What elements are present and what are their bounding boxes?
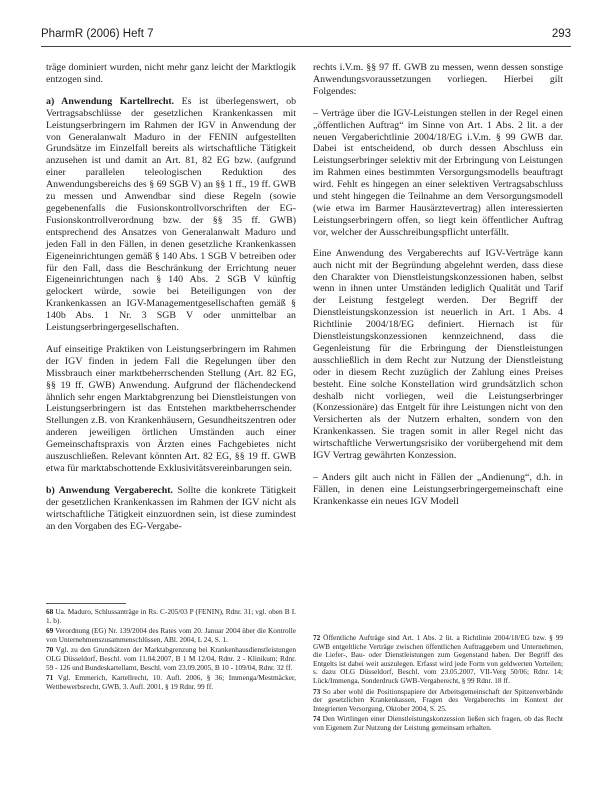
left-paragraph-1-text: Es ist überlegenswert, ob Vertragsabschlüsse der gesetzlichen Krankenkassen mit Leistungserbringern im Rahmen der IGV in Anwendung der von Generalanwalt Maduro in der FENIN aufgestellten Grundsätze im Einzelfall bereits als wirtschaftliche Tätigkeit anzusehen ist und damit an Art. 81, 82 EG bzw. (aufgrund einer parallelen teleologischen Reduktion des Anwendungsbereichs des § 69 SGB V) an §§ 1 ff., 19 ff. GWB zu messen und Anwendbar sind diese Regeln (sowie gegebenenfalls die Fusionskontrollvorschriften der EG-Fusionskontrollverordnung bzw. der §§ 35 ff. GWB) entsprechend des Ansatzes von Generalanwalt Maduro und jeden Fall in den Fällen, in denen gesetzliche Krankenkassen Eigeneinrichtungen gemäß § 140 Abs. 1 SGB V betreiben oder für den Fall, dass die Beschränkung der Errichtung neuer Eigeneinrichtungen nach § 140 Abs. 2 SGB V künftig gelockert würde, sowie bei Beteiligungen von der Krankenkassen an IGV-Managementgesellschaften gemäß § 140b Abs. 1 Nr. 3 SGB V oder unmittelbar an Leistungserbringergesellschaften. [46, 95, 297, 334]
left-paragraph-3 [46, 485, 296, 533]
right-paragraph-1: Eine Anwendung des Vergaberechts auf IGV-Verträge kann auch nicht mit der Begründung abgelehnt werden, dass diese den Charakter von Dienstleistungskonzessionen haben, selbst wenn in ihnen unter Umständen lediglich Qualität und Tarif der Leistung festgelegt werden. Der Begriff der Dienstleistungskonzession ist neuerlich in Art. 1 Abs. 4 Richtlinie 2004/18/EG definiert. Hiernach ist für Dienstleistungskonzessionen kennzeichnend, dass die Gegenleistung für die Erbringung der Dienstleistungen ausschließlich in dem Recht zur Nutzung der Dienstleistung oder in diesem Recht zuzüglich der Zahlung eines Preises besteht. Eine solche Konstellation wird grundsätzlich schon deshalb nicht vorliegen, weil die Leistungserbringer (Konzessionäre) das Entgelt für ihre Leistungen nicht von den Versicherten als der Nutzern erhalten, sondern von den Krankenkassen. Sie tragen somit in aller Regel nicht das wirtschaftliche Verwertungsrisiko der vorübergehend mit dem IGV Vertrag gewährten Konzession. [313, 247, 563, 462]
right-dash-item-2: – Anders gilt auch nicht in Fällen der „Andienung“, d.h. in Fällen, in denen eine Leistungserbringergemeinschaft eine Krankenkasse ein neues IGV Modell [313, 472, 563, 507]
journal-issue: PharmR (2006) Heft 7 [41, 28, 154, 40]
footnote: 68 Ua. Maduro, Schlussanträge in Rs. C-205/03 P (FENIN), Rdnr. 31; vgl. oben B I. 1. b). [46, 607, 296, 625]
left-column [46, 62, 296, 543]
page-number: 293 [551, 28, 571, 40]
left-paragraph-3-text: Sollte die konkrete Tätigkeit der gesetzlichen Krankenkassen im Rahmen der IGV nicht als wirtschaftliche Tätigkeit einzuordnen sein, ist diese zumindest an den Vorgaben des EG-Vergabe- [46, 484, 296, 532]
right-paragraph-0: rechts i.V.m. §§ 97 ff. GWB zu messen, wenn dessen sonstige Anwendungsvoraussetzungen vorliegen. Hierbei gilt Folgendes: [313, 62, 563, 97]
right-column [313, 62, 563, 517]
footnotes-right [313, 634, 563, 735]
footnote-rule [46, 603, 126, 604]
right-dash-item-1: – Verträge über die IGV-Leistungen stellen in der Regel einen „öffentlichen Auftrag“ im Sinne von Art. 1 Abs. 2 lit. a der neuen Vergaberichtlinie 2004/18/EG i.V.m. § 99 GWB dar. Dabei ist entscheidend, ob durch dessen Abschluss ein Leistungserbringer selektiv mit der Erbringung von Leistungen im Rahmen eines bestimmten Versorgungsmodells beauftragt wird. Fehlt es hingegen an einer selektiven Vertragsabschluss und steht hingegen die Teilnahme an dem Versorgungsmodell (wie etwa im Barmer Hausärztevertrag) allen interessierten Leistungserbringern offen, so liegt kein öffentlicher Auftrag vor, welcher der Ausschreibungspflicht unterfällt. [313, 107, 563, 238]
footnote: 69 Verordnung (EG) Nr. 139/2004 des Rates vom 20. Januar 2004 über die Kontrolle von Unternehmenszusammenschlüssen, ABl. 2004, L 24, S. 1. [46, 626, 296, 644]
left-paragraph-2: Auf einseitige Praktiken von Leistungserbringern im Rahmen der IGV finden in jedem Fall die Regelungen über den Missbrauch einer marktbeherrschenden Stellung (Art. 82 EG, §§ 19 ff. GWB) Anwendung. Aufgrund der flächendeckend ähnlich sehr engen Marktabgrenzung bei Dienstleistungen von Leistungserbringern ist das Entstehen marktbeherrschender Stellungen z.B. von Krankenhäusern, Gesundheitszentren oder anderen jeweiligen örtlichen Umständen auch einer Gemeinschaftspraxis von Ärzten eines Fachgebietes nicht auszuschließen. Relevant könnten Art. 82 EG, §§ 19 ff. GWB etwa für marktabschottende Exklusivitätsvereinbarungen sein. [46, 343, 296, 474]
section-heading-vergaberecht: b) Anwendung Vergaberecht. [46, 484, 173, 496]
left-paragraph-0: träge dominiert wurden, nicht mehr ganz leicht der Marktlogik entzogen sind. [46, 62, 296, 85]
section-heading-kartellrecht: a) Anwendung Kartellrecht. [46, 95, 175, 107]
left-paragraph-1 [46, 96, 296, 334]
footnote: 74 Den Wirtlingen einer Dienstleistungskonzession ließen sich fragen, ob das Recht von Eigenem Zur Nutzung der Leistung gemeinsam erhalten. [313, 714, 563, 732]
footnote: 70 Vgl. zu den Grundsätzen der Marktabgrenzung bei Krankenhausdienstleistungen OLG Düsseldorf, Beschl. vom 11.04.2007, B 1 M 12/04, Rdnr. 2 - Klinikum; Rdnr. 59 - 126 und Bundeskartellamt, Beschl. vom 23.09.2005, B 10 - 109/04, Rdnr. 32 ff. [46, 645, 296, 672]
footnote: 71 Vgl. Emmerich, Kartellrecht, 10. Aufl. 2006, § 36; Immenga/Mestmäcker, Wettbewerbsrecht, GWB, 3. Aufl. 2001, § 19 Rdnr. 99 ff. [46, 673, 296, 691]
footnotes-left [46, 608, 296, 693]
footnote: 73 So aber wohl die Positionspapiere der Arbeitsgemeinschaft der Spitzenverbände der gesetzlichen Krankenkassen, Fragen des Vergaberechts im Kontext der Integrierten Versorgung, Oktober 2004, S. 25. [313, 686, 563, 713]
running-header [41, 28, 571, 46]
footnote: 72 Öffentliche Aufträge sind Art. 1 Abs. 2 lit. a Richtlinie 2004/18/EG bzw. § 99 GWB entgeltliche Verträge zwischen öffentlichen Auftraggebern und Unternehmen, die Liefer-, Bau- oder Dienstleistungen zum Gegenstand haben. Der Begriff des Entgelts ist dabei weit auszulegen. Erfasst wird jede Form von geldwerten Vorteilen; s. dazu OLG Düsseldorf, Beschl. vom 23.05.2007, VII-Verg 50/06; Rdnr. 14; Lück/Immenga, Sonderdruck GWB-Vergaberecht, § 99 Rdnr. 18 ff. [313, 633, 563, 685]
header-rule [41, 46, 571, 47]
